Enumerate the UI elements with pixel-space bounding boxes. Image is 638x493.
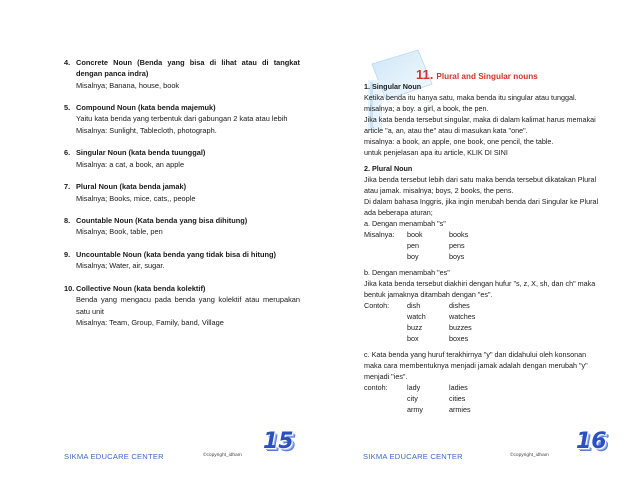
example-label xyxy=(364,333,407,344)
item-number: 8. xyxy=(64,216,71,226)
item-heading: Uncountable Noun (kata benda yang tidak bisa di hitung) xyxy=(76,250,276,260)
singular-word: army xyxy=(407,405,423,414)
singular-noun-text xyxy=(364,92,614,158)
plural-word: books xyxy=(449,230,469,239)
right-page xyxy=(319,0,638,493)
rule-b-examples xyxy=(364,300,614,344)
text-line: Jika kata benda tersebut diakhiri dengan hufur "s, z, X, sh, dan ch" maka xyxy=(364,279,596,288)
list-item xyxy=(64,283,300,328)
rule-c-text xyxy=(364,349,614,382)
section-title-text: Plural and Singular nouns xyxy=(436,72,538,81)
example-row xyxy=(364,382,614,393)
singular-word: dish xyxy=(407,301,421,310)
rule-a-label: a. Dengan menambah "s" xyxy=(364,219,446,228)
plural-word: armies xyxy=(449,405,471,414)
example-label xyxy=(364,404,407,415)
item-number: 4. xyxy=(64,58,71,67)
text-line: bentuk jamaknya ditambah dengan "es". xyxy=(364,290,493,299)
item-example: Misalnya; Book, table, pen xyxy=(76,227,163,237)
item-example: Misalnya; Books, mice, cats,, people xyxy=(76,193,196,203)
item-number: 6. xyxy=(64,148,71,158)
item-example: Misalnya; Water, air, sugar. xyxy=(76,261,165,271)
example-label: contoh: xyxy=(364,383,388,392)
item-heading: Singular Noun (kata benda tuunggal) xyxy=(76,148,206,158)
item-number: 9. xyxy=(64,250,71,260)
text-line: ada beberapa aturan; xyxy=(364,208,433,217)
example-row xyxy=(364,251,614,262)
noun-type-list xyxy=(64,57,300,339)
singular-word: lady xyxy=(407,383,421,392)
list-item xyxy=(64,147,300,170)
example-label xyxy=(364,240,407,251)
example-row xyxy=(364,404,614,415)
item-example: Misalnya: Sunlight, Tablecloth, photograph. xyxy=(76,125,217,135)
item-number: 10. xyxy=(64,283,75,293)
item-example: Misalnya: a cat, a book, an apple xyxy=(76,159,185,169)
text-line: Ketika benda itu hanya satu, maka benda itu singular atau tunggal. xyxy=(364,93,577,102)
item-heading: Countable Noun (Kata benda yang bisa dihitung) xyxy=(76,216,248,226)
text-line: c. Kata benda yang huruf terakhirnya "y" dan didahului oleh konsonan xyxy=(364,350,587,359)
text-line: Jika benda tersebut lebih dari satu maka benda tersebut dikatakan Plural xyxy=(364,175,597,184)
example-row xyxy=(364,322,614,333)
plural-word: boxes xyxy=(449,334,469,343)
footer-copyright: ©copyright_idham xyxy=(203,453,242,458)
item-number: 5. xyxy=(64,103,71,113)
example-row xyxy=(364,311,614,322)
item-example: Misalnya: Team, Group, Family, band, Village xyxy=(76,317,224,327)
item-example: Misalnya; Banana, house, book xyxy=(76,80,180,90)
text-line: Jika kata benda tersebut singular, maka di dalam kalimat harus memakai xyxy=(364,115,596,124)
page-number: 15 xyxy=(263,429,294,454)
text-line: atau jamak. misalnya; boys, 2 books, the pens. xyxy=(364,186,514,195)
plural-word: dishes xyxy=(449,301,470,310)
plural-word: ladies xyxy=(449,383,468,392)
right-content xyxy=(364,81,614,415)
item-example: Yaitu kata benda yang terbentuk dari gabungan 2 kata atau lebih xyxy=(76,114,288,124)
plural-word: cities xyxy=(449,394,466,403)
plural-word: pens xyxy=(449,241,465,250)
example-row xyxy=(364,333,614,344)
plural-word: boys xyxy=(449,252,465,261)
page-number: 16 xyxy=(576,429,607,454)
list-item xyxy=(64,57,300,91)
example-label: Contoh: xyxy=(364,301,390,310)
footer-brand: SIKMA EDUCARE CENTER xyxy=(64,452,164,461)
text-line: untuk penjelasan apa itu article, KLIK DI SINI xyxy=(364,148,508,157)
section-number: 11. xyxy=(416,67,434,82)
footer-brand: SIKMA EDUCARE CENTER xyxy=(363,452,463,461)
item-heading: Plural Noun (kata benda jamak) xyxy=(76,182,187,192)
example-label: Misalnya: xyxy=(364,230,395,239)
item-heading: Collective Noun (kata benda kolektif) xyxy=(76,283,206,293)
singular-word: pen xyxy=(407,241,419,250)
plural-noun-text xyxy=(364,174,614,218)
rule-a-examples xyxy=(364,229,614,262)
rule-c-examples xyxy=(364,382,614,415)
rule-b-text xyxy=(364,267,614,300)
text-line: misalnya; a boy. a girl, a book, the pen. xyxy=(364,104,489,113)
text-line: article "a, an, atau the" atau di masukan kata "one". xyxy=(364,126,528,135)
list-item xyxy=(64,102,300,136)
singular-word: boy xyxy=(407,252,419,261)
example-label xyxy=(364,322,407,333)
item-heading: Compound Noun (kata benda majemuk) xyxy=(76,103,216,113)
list-item xyxy=(64,249,300,272)
example-row xyxy=(364,300,614,311)
item-example: Benda yang mengacu pada benda yang kolektif atau merupakan satu unit xyxy=(76,295,300,316)
text-line: Di dalam bahasa Inggris, jika ingin merubah benda dari Singular ke Plural xyxy=(364,197,599,206)
text-line: b. Dengan menambah "es" xyxy=(364,268,450,277)
plural-noun-heading: 2. Plural Noun xyxy=(364,164,413,173)
example-label xyxy=(364,311,407,322)
example-row xyxy=(364,240,614,251)
item-heading: Concrete Noun (Benda yang bisa di lihat atau di tangkat dengan panca indra) xyxy=(76,58,300,79)
item-number: 7. xyxy=(64,182,71,192)
plural-word: buzzes xyxy=(449,323,472,332)
example-label xyxy=(364,251,407,262)
example-row xyxy=(364,393,614,404)
footer-copyright: ©copyright_idham xyxy=(510,453,549,458)
plural-word: watches xyxy=(449,312,476,321)
singular-word: city xyxy=(407,394,418,403)
list-item xyxy=(64,215,300,238)
singular-word: buzz xyxy=(407,323,423,332)
text-line: maka cara membentuknya menjadi jamak adalah dengan merubah "y" xyxy=(364,361,588,370)
singular-word: watch xyxy=(407,312,426,321)
text-line: menjadi "ies". xyxy=(364,372,408,381)
text-line: misalnya: a book, an apple, one book, one pencil, the table. xyxy=(364,137,554,146)
example-label xyxy=(364,393,407,404)
singular-word: book xyxy=(407,230,423,239)
example-row xyxy=(364,229,614,240)
singular-noun-heading: 1. Singular Noun xyxy=(364,82,422,91)
singular-word: box xyxy=(407,334,419,343)
list-item xyxy=(64,181,300,204)
